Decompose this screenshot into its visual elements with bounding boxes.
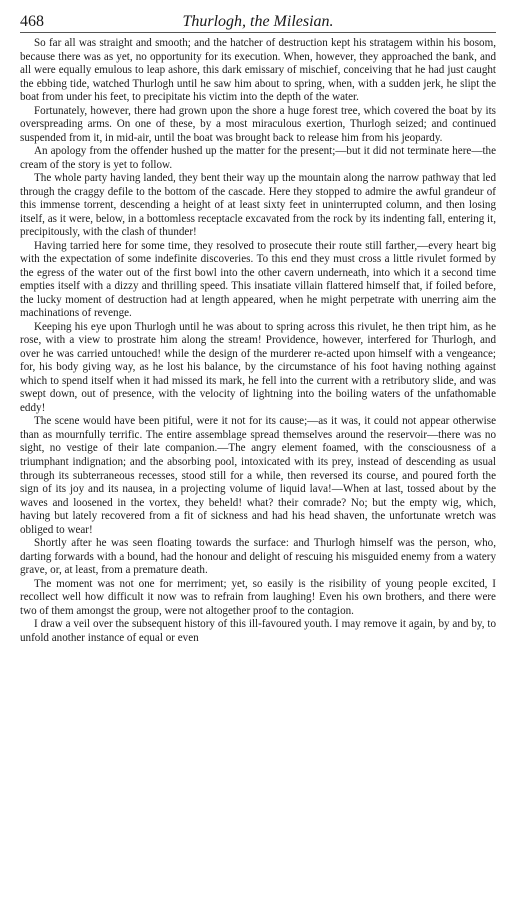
paragraph: So far all was straight and smooth; and the hatcher of destruction kept his stratagem within his bosom, because there was as yet, no opportunity for its execution. When, however, they approached the bank, and all were equally emulous to leap ashore, this dark emissary of mischief, conceiving that he had just caught the ebbing tide, watched Thurlogh until he saw him about to spring, when, with a sudden jerk, he slipt the boat from under his feet, to precipitate his victim into the depth of the water. bbox=[20, 37, 496, 104]
paragraph: The moment was not one for merriment; yet, so easily is the risibility of young people excited, I recollect well how difficult it now was to refrain from laughing! Even his own brothers, and there were two of them amongst the group, were not altogether proof to the contagion. bbox=[20, 577, 496, 617]
paragraph: An apology from the offender hushed up the matter for the present;—but it did not terminate here—the cream of the story is yet to follow. bbox=[20, 145, 496, 171]
paragraph: Keeping his eye upon Thurlogh until he was about to spring across this rivulet, he then tript him, as he rose, with a view to prostrate him along the stream! Providence, however, interfered for Thurlogh, and over he was carried untouched! while the design of the murderer re-acted upon himself with a vengeance; for, his body giving way, as he lost his balance, by the circumstance of his foot having nothing against which to spend itself when it had missed its mark, he fell into the current with a retributory slide, and was swept down, out of presence, with the velocity of lightning into the boiling waters of the unfathomable eddy! bbox=[20, 320, 496, 414]
running-title: Thurlogh, the Milesian. bbox=[182, 13, 334, 30]
page-number: 468 bbox=[20, 13, 44, 30]
paragraph: Fortunately, however, there had grown upon the shore a huge forest tree, which covered the boat by its overspreading arms. On one of these, by a most miraculous exertion, Thurlogh seized; and continued suspended from it, in mid-air, until the boat was brought back to release him from his jeopardy. bbox=[20, 104, 496, 144]
paragraph: I draw a veil over the subsequent history of this ill-favoured youth. I may remove it again, by and by, to unfold another instance of equal or even bbox=[20, 618, 496, 644]
paragraph: The whole party having landed, they bent their way up the mountain along the narrow pathway that led through the craggy defile to the bottom of the cascade. Here they stopped to admire the awful grandeur of this immense torrent, descending a height of at least sixty feet in uninterrupted column, and then losing itself, as it were, below, in a bottomless receptacle excavated from the rock by its indenting fall, entering it, precipitously, with the clash of thunder! bbox=[20, 172, 496, 239]
book-page bbox=[20, 12, 496, 645]
paragraph: Having tarried here for some time, they resolved to prosecute their route still farther,—every heart big with the expectation of some indefinite discoveries. To this end they must cross a little rivulet formed by the egress of the water out of the first bowl into the other cavern underneath, into which it a second time empties itself with a dizzy and thrilling speed. This insatiate villain flattered himself that, if foiled before, the lucky moment of destruction had at length appeared, when he might perpetrate with unerring aim the machinations of revenge. bbox=[20, 239, 496, 320]
body-text bbox=[20, 37, 496, 645]
paragraph: The scene would have been pitiful, were it not for its cause;—as it was, it could not appear otherwise than as mournfully terrific. The entire assemblage spread themselves around the reservoir—there was no sight, no vestige of their late companion.—The angry element foamed, with the consciousness of a triumphant indignation; and the absorbing pool, intoxicated with its prey, instead of descending as usual through its subterraneous recesses, stood still for a while, then reversed its course, and poured forth the sign of its joy and its nausea, in a projecting volume of liquid lava!—When at last, tossed about by the waves and loosened in the vortex, they beheld! what? their comrade? No; but the empty wig, which, having but lately recovered from a fit of sickness and had his head shaven, the unfortunate wretch was obliged to wear! bbox=[20, 415, 496, 536]
page-header bbox=[20, 12, 496, 33]
paragraph: Shortly after he was seen floating towards the surface: and Thurlogh himself was the person, who, darting forwards with a bound, had the honour and delight of rescuing his misguided enemy from a watery grave, or, at least, from a premature death. bbox=[20, 537, 496, 577]
